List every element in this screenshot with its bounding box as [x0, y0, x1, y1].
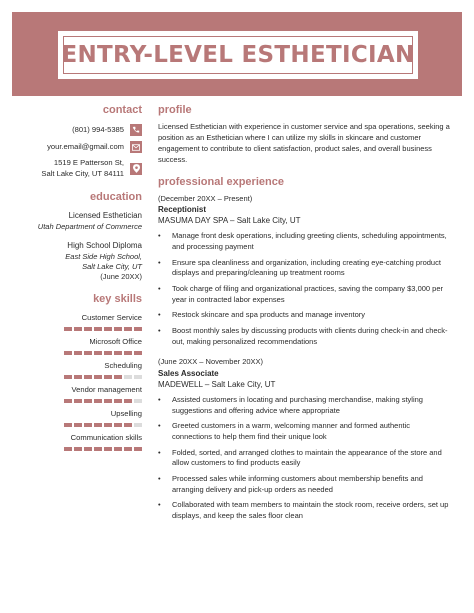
skill-item — [12, 337, 142, 355]
job-bullet: • Restock skincare and spa products and manage inventory — [158, 310, 450, 321]
contact-email-row — [12, 141, 142, 153]
job-bullet: • Assisted customers in locating and purchasing merchandise, making styling suggestions and offering advice where appropriate — [158, 395, 450, 416]
skills-heading: key skills — [93, 293, 142, 306]
skill-level-segment — [104, 447, 112, 451]
skill-level-bar — [12, 423, 142, 427]
education-school: Utah Department of Commerce — [37, 222, 142, 232]
skill-level-segment — [94, 447, 102, 451]
contact-address-row — [12, 158, 142, 179]
education-item — [12, 241, 142, 282]
skill-level-segment — [74, 351, 82, 355]
skill-level-segment — [74, 399, 82, 403]
skill-level-segment — [94, 351, 102, 355]
job-bullets — [158, 395, 450, 521]
address-line-1: 1519 E Patterson St, — [53, 158, 124, 167]
skill-level-segment — [134, 327, 142, 331]
contact-phone-row — [12, 124, 142, 136]
skill-name: Microsoft Office — [89, 337, 142, 347]
skill-level-segment — [94, 375, 102, 379]
contact-heading: contact — [102, 104, 142, 116]
title-inner-frame — [63, 36, 413, 74]
resume-title: ENTRY-LEVEL ESTHETICIAN — [61, 42, 415, 68]
job-company: MADEWELL – Salt Lake City, UT — [158, 379, 276, 389]
skill-level-segment — [114, 327, 122, 331]
skills-list — [12, 313, 142, 450]
skill-level-segment — [64, 375, 72, 379]
skill-level-segment — [64, 327, 72, 331]
job-bullet: • Processed sales while informing customers about membership benefits and arranging delivery and pick-up orders as needed — [158, 474, 450, 495]
skill-level-segment — [104, 327, 112, 331]
skill-level-segment — [124, 399, 132, 403]
skill-name: Customer Service — [81, 313, 142, 323]
job-entry — [158, 357, 450, 521]
education-item — [12, 211, 142, 232]
skill-level-segment — [134, 447, 142, 451]
skill-level-segment — [64, 351, 72, 355]
job-company: MASUMA DAY SPA – Salt Lake City, UT — [158, 216, 301, 226]
skill-item — [12, 433, 142, 451]
job-title: Receptionist — [158, 205, 207, 214]
email-address[interactable]: your.email@gmail.com — [47, 141, 124, 151]
skill-item — [12, 409, 142, 427]
skill-level-segment — [124, 351, 132, 355]
education-degree: Licensed Esthetician — [68, 211, 142, 221]
experience-heading: professional experience — [158, 175, 284, 188]
skill-level-segment — [124, 327, 132, 331]
job-bullet: • Greeted customers in a warm, welcoming manner and formed authentic connections to help them find their unique look — [158, 421, 450, 442]
header-banner — [12, 12, 462, 96]
job-title: Sales Associate — [158, 368, 219, 378]
skill-level-bar — [12, 447, 142, 451]
phone-icon — [130, 124, 142, 136]
skill-level-segment — [84, 375, 92, 379]
skill-level-segment — [114, 447, 122, 451]
skill-level-segment — [64, 399, 72, 403]
skill-level-segment — [94, 423, 102, 427]
skill-level-segment — [134, 399, 142, 403]
skill-level-segment — [84, 447, 92, 451]
profile-text: Licensed Esthetician with experience in customer service and spa operations, seeking a position as an Esthetician where I can utilize my skills in skincare and customer engagement to contribute to client satisfaction, product sales, and overall business success. — [158, 122, 450, 164]
skill-level-segment — [94, 327, 102, 331]
skill-level-segment — [84, 423, 92, 427]
skill-level-segment — [84, 351, 92, 355]
skill-level-segment — [94, 399, 102, 403]
skill-level-segment — [114, 423, 122, 427]
skill-level-segment — [134, 375, 142, 379]
job-bullet: • Manage front desk operations, including greeting clients, scheduling appointments, and processing payment — [158, 231, 450, 252]
education-heading: education — [90, 191, 142, 204]
job-bullet: • Collaborated with team members to maintain the stock room, receive orders, set up displays, and keep the sales floor clean — [158, 500, 450, 521]
address-line-2: Salt Lake City, UT 84111 — [41, 168, 124, 178]
skill-level-segment — [104, 351, 112, 355]
title-frame — [58, 31, 418, 79]
skill-name: Vendor management — [71, 384, 142, 394]
job-entry — [158, 194, 450, 348]
skill-level-segment — [124, 423, 132, 427]
skill-level-bar — [12, 327, 142, 331]
skill-level-segment — [104, 423, 112, 427]
skill-level-bar — [12, 399, 142, 403]
profile-heading: profile — [158, 104, 192, 116]
skill-level-segment — [124, 447, 132, 451]
right-column — [158, 104, 450, 531]
skill-level-segment — [74, 447, 82, 451]
skill-item — [12, 385, 142, 403]
education-degree: High School Diploma — [67, 241, 142, 251]
envelope-icon — [130, 141, 142, 153]
skill-level-segment — [124, 375, 132, 379]
skill-level-segment — [64, 447, 72, 451]
job-bullet: • Ensure spa cleanliness and organization, including creating eye-catching product displays and preparing/cleaning up treatment rooms — [158, 258, 450, 279]
education-date: (June 20XX) — [100, 272, 142, 282]
job-bullet: • Folded, sorted, and arranged clothes to maintain the appearance of the store and allow customers to find products easily — [158, 448, 450, 469]
skill-level-segment — [114, 375, 122, 379]
education-location: Salt Lake City, UT — [82, 262, 142, 272]
skill-level-segment — [84, 399, 92, 403]
skill-level-segment — [104, 399, 112, 403]
skill-name: Upselling — [110, 408, 142, 418]
left-column — [12, 104, 142, 457]
skill-level-segment — [114, 351, 122, 355]
skill-level-segment — [64, 423, 72, 427]
skill-level-bar — [12, 351, 142, 355]
phone-number: (801) 994-5385 — [72, 124, 124, 134]
skill-level-segment — [74, 327, 82, 331]
job-dates: (June 20XX – November 20XX) — [158, 357, 264, 367]
skill-level-bar — [12, 375, 142, 379]
job-bullet: • Boost monthly sales by discussing products with clients during check-in and check-out, making personalized recommendations — [158, 326, 450, 347]
job-bullets — [158, 231, 450, 347]
skill-level-segment — [134, 351, 142, 355]
skill-level-segment — [74, 423, 82, 427]
location-pin-icon — [130, 163, 142, 175]
skill-item — [12, 313, 142, 331]
job-bullet: • Took charge of filing and organizational practices, saving the company $3,000 per year in contracted labor expenses — [158, 284, 450, 305]
skill-name: Scheduling — [104, 361, 142, 371]
skill-level-segment — [84, 327, 92, 331]
skill-item — [12, 361, 142, 379]
address — [41, 158, 124, 179]
skill-level-segment — [134, 423, 142, 427]
skill-level-segment — [104, 375, 112, 379]
education-school: East Side High School, — [65, 251, 142, 261]
skill-name: Communication skills — [70, 432, 142, 442]
job-dates: (December 20XX – Present) — [158, 193, 253, 203]
skill-level-segment — [74, 375, 82, 379]
skill-level-segment — [114, 399, 122, 403]
